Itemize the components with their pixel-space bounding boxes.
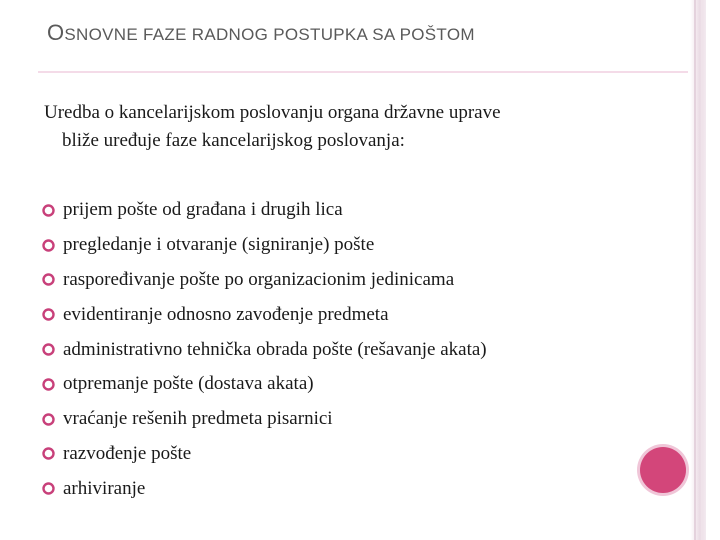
decorative-circle	[640, 447, 686, 493]
list-item-text: raspoređivanje pošte po organizacionim jedinicama	[63, 268, 455, 290]
bullet-icon	[42, 378, 55, 391]
bullet-icon	[42, 239, 55, 252]
intro-paragraph	[44, 99, 674, 155]
list-item	[42, 367, 682, 402]
bullet-icon	[42, 447, 55, 460]
intro-line-1: Uredba o kancelarijskom poslovanju organa državne uprave	[44, 102, 501, 123]
title-divider	[38, 71, 688, 73]
phases-list	[42, 193, 682, 506]
list-item	[42, 332, 682, 367]
list-item	[42, 263, 682, 298]
bullet-icon	[42, 308, 55, 321]
list-item-text: arhiviranje	[63, 477, 146, 499]
list-item-text: evidentiranje odnosno zavođenje predmeta	[63, 303, 389, 325]
list-item-text: prijem pošte od građana i drugih lica	[63, 199, 343, 221]
list-item	[42, 437, 682, 472]
list-item-text: razvođenje pošte	[63, 442, 192, 464]
list-item-text: administrativno tehnička obrada pošte (rešavanje akata)	[63, 338, 487, 360]
bullet-icon	[42, 482, 55, 495]
list-item-text: pregledanje i otvaranje (signiranje) pošte	[63, 234, 375, 256]
list-item-text: vraćanje rešenih predmeta pisarnici	[63, 408, 333, 430]
title-first-letter: O	[47, 20, 65, 45]
bullet-icon	[42, 343, 55, 356]
intro-line-2: bliže uređuje faze kancelarijskog poslovanja:	[62, 130, 405, 151]
list-item	[42, 193, 682, 228]
bullet-icon	[42, 204, 55, 217]
list-item	[42, 402, 682, 437]
bullet-icon	[42, 413, 55, 426]
list-item	[42, 228, 682, 263]
slide-right-border	[690, 0, 706, 540]
list-item-text: otpremanje pošte (dostava akata)	[63, 373, 314, 395]
list-item	[42, 471, 682, 506]
list-item	[42, 297, 682, 332]
title-rest: SNOVNE FAZE RADNOG POSTUPKA SA POŠTOM	[64, 25, 475, 44]
slide-title	[47, 20, 667, 50]
bullet-icon	[42, 273, 55, 286]
